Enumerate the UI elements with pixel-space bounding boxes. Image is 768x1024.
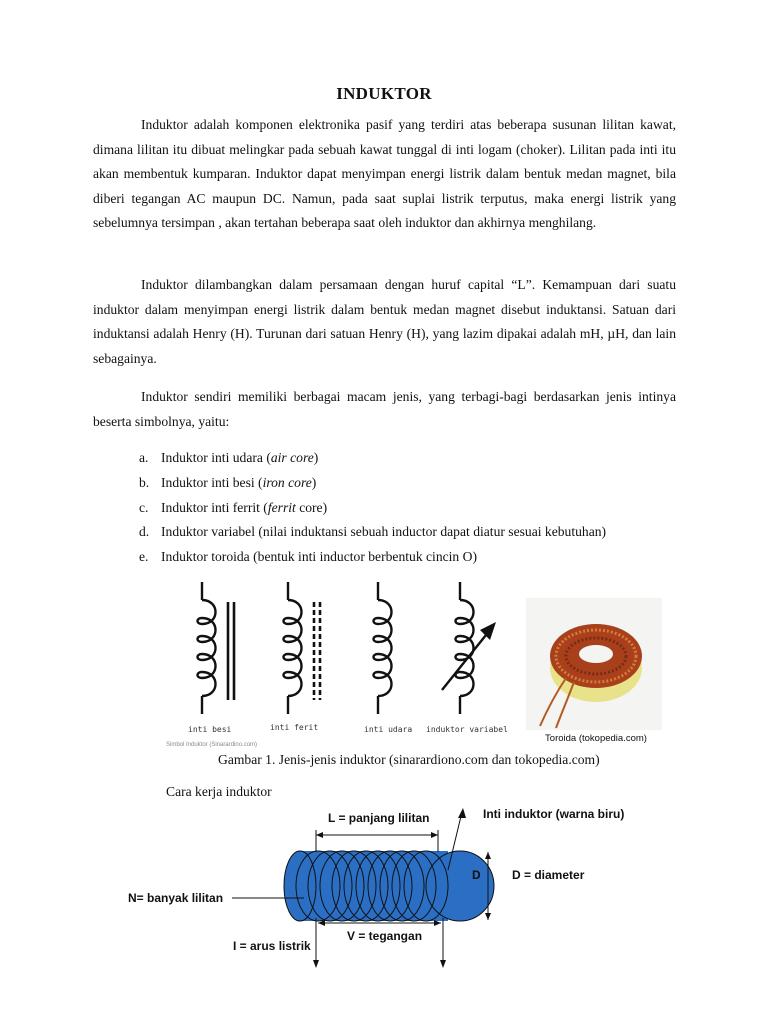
label-turns: N= banyak lilitan (128, 891, 224, 905)
paragraph-1 (93, 113, 676, 236)
page-title: INDUKTOR (336, 84, 432, 103)
symbol-label-variable: induktor variabel (426, 725, 508, 734)
paragraph-2-text: Induktor dilambangkan dalam persamaan dengan huruf capital “L”. Kemampuan dari suatu induktor dalam menyimpan energi listrik dalam bentuk medan magnet disebut induktansi. Satuan dari induktansi adalah Henry (H). Turunan dari satuan Henry (H), yang lazim dipakai adalah mH, µH, dan lain sebagainya. (93, 277, 676, 366)
label-voltage: V = tegangan (347, 929, 423, 943)
symbol-label-iron: inti besi (188, 725, 232, 734)
paragraph-3 (93, 385, 676, 434)
coil-variable-icon (442, 582, 496, 714)
coil-ferrite-core-icon (284, 582, 321, 714)
label-length: L = panjang lilitan (328, 811, 430, 825)
coil-iron-core-icon (198, 582, 235, 714)
symbol-label-air: inti udara (364, 725, 413, 734)
list-item: c. Induktor inti ferrit (ferrit core) (139, 499, 328, 515)
list-item: e. Induktor toroida (bentuk inti inductor berbentuk cincin O) (139, 549, 477, 565)
figure-1-caption: Gambar 1. Jenis-jenis induktor (sinarardiono.com dan tokopedia.com) (218, 752, 600, 767)
label-core: Inti induktor (warna biru) (483, 807, 625, 821)
symbol-label-ferrite: inti ferit (270, 723, 319, 732)
list-item: d. Induktor variabel (nilai induktansi sebuah inductor dapat diatur sesuai kebutuhan) (139, 524, 607, 540)
list-item: b. Induktor inti besi (iron core) (139, 474, 317, 490)
label-d: D (472, 868, 481, 882)
paragraph-3-text: Induktor sendiri memiliki berbagai macam jenis, yang terbagi-bagi berdasarkan jenis intinya beserta simbolnya, yaitu: (93, 389, 676, 429)
symbol-source: Simbol Induktor (Sinarardino.com) (166, 742, 258, 748)
list-item: a. Induktor inti udara (air core) (139, 450, 319, 465)
inductor-core-icon (284, 851, 494, 921)
inductor-symbols-figure (166, 580, 512, 750)
paragraph-2 (93, 273, 676, 371)
section-heading: Cara kerja induktor (166, 784, 272, 799)
inductor-type-list (139, 446, 699, 570)
inductor-working-diagram (118, 800, 648, 970)
label-current: I = arus listrik (233, 939, 311, 953)
toroid-photo (526, 598, 662, 730)
paragraph-1-text: Induktor adalah komponen elektronika pasif yang terdiri atas beberapa susunan lilitan kawat, dimana lilitan itu dibuat melingkar pada sebuah kawat tunggal di inti logam (choker). Lilitan pada inti itu akan membentuk kumparan. Induktor dapat menyimpan energi listrik dalam bentuk medan magnet, bila diberi tegangan AC maupun DC. Namun, pada saat suplai listrik terputus, maka energi listrik yang sebelumnya tersimpan , akan tertahan beberapa saat oleh induktor dan akhirnya menghilang. (93, 117, 676, 231)
toroid-photo-caption: Toroida (tokopedia.com) (545, 733, 647, 744)
label-diameter: D = diameter (512, 868, 585, 882)
coil-air-core-icon (374, 582, 392, 714)
